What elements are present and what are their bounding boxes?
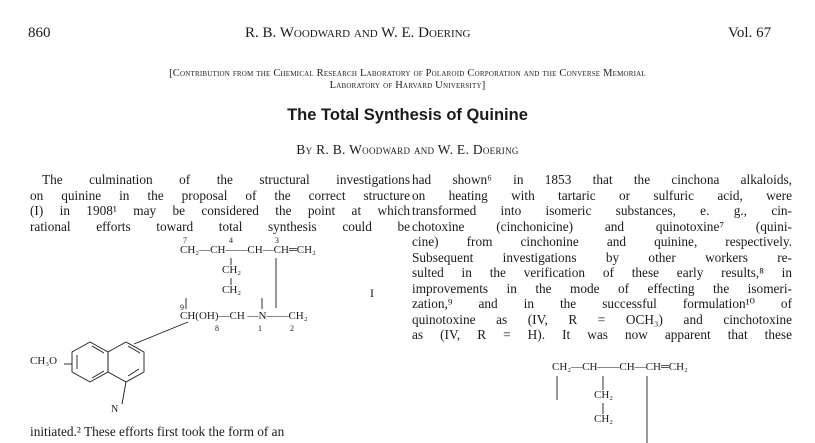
formula-iv-chain: CH₂—CH——CH—CH═CH₂ — [552, 361, 688, 373]
page-number: 860 — [28, 25, 51, 41]
article-title: The Total Synthesis of Quinine — [287, 106, 528, 124]
running-title: R. B. Woodward and W. E. Doering — [245, 25, 471, 41]
formula-methoxy: CH₃O — [30, 355, 58, 367]
contribution-line-1: [Contribution from the Chemical Research Laboratory of Polaroid Corporation and the Converse Memorial — [169, 68, 646, 79]
atom-number-2: 2 — [290, 324, 294, 333]
atom-number-4: 4 — [229, 236, 233, 245]
atom-number-7: 7 — [183, 236, 187, 245]
right-line-3: transformed into isomeric substances, e. g., cin- — [412, 203, 792, 218]
right-line-5: cine) from cinchonine and quinine, respectively. — [412, 234, 792, 249]
right-line-9: zation,⁹ and in the successful formulation¹⁰ of — [412, 296, 792, 311]
right-line-11: as (IV, R = H). It was now apparent that these — [412, 327, 792, 342]
left-line-4: rational efforts toward total synthesis could be — [30, 218, 410, 234]
formula-chain: CH₂—CH——CH—CH═CH₂ — [180, 244, 316, 256]
right-line-2: on heating with tartaric or sulfuric acid, were — [412, 187, 792, 203]
right-line-6: Subsequent investigations by other workers re- — [412, 249, 792, 265]
byline: By R. B. Woodward and W. E. Doering — [296, 142, 519, 157]
formula-choh-row: CH(OH)—CH —N——CH₂ — [180, 310, 308, 322]
left-line-1: The culmination of the structural investigations — [42, 172, 410, 187]
formula-ch2-b: CH₂ — [222, 284, 242, 296]
formula-ring-n: N — [111, 404, 119, 415]
left-line-3: (I) in 1908¹ may be considered the point at which — [30, 203, 410, 218]
volume-label: Vol. 67 — [728, 25, 772, 41]
left-line-2: on quinine in the proposal of the correct structure — [30, 187, 410, 203]
contribution-line-2: Laboratory of Harvard University] — [329, 80, 486, 91]
formula-label-i: I — [370, 286, 374, 300]
right-line-7: sulted in the verification of these early results,⁸ in — [412, 265, 792, 280]
atom-number-8: 8 — [215, 324, 219, 333]
formula-ch2-a: CH₂ — [222, 264, 242, 276]
right-line-1: had shown⁶ in 1853 that the cinchona alkaloids, — [412, 172, 792, 187]
formula-iv-ch2-a: CH₂ — [594, 389, 614, 401]
right-line-4: chotoxine (cinchonicine) and quinotoxine⁷ (quini- — [412, 218, 792, 234]
atom-number-9: 9 — [180, 303, 184, 312]
right-line-10: quinotoxine as (IV, R = OCH₃) and cinchotoxine — [412, 311, 792, 327]
atom-number-3: 3 — [275, 236, 279, 245]
left-line-after-figure: initiated.² These efforts first took the form of an — [30, 424, 285, 439]
formula-iv-ch2-b: CH₂ — [594, 413, 614, 425]
atom-number-1: 1 — [258, 324, 262, 333]
right-line-8: improvements in the mode of effecting the isomeri- — [412, 280, 792, 296]
